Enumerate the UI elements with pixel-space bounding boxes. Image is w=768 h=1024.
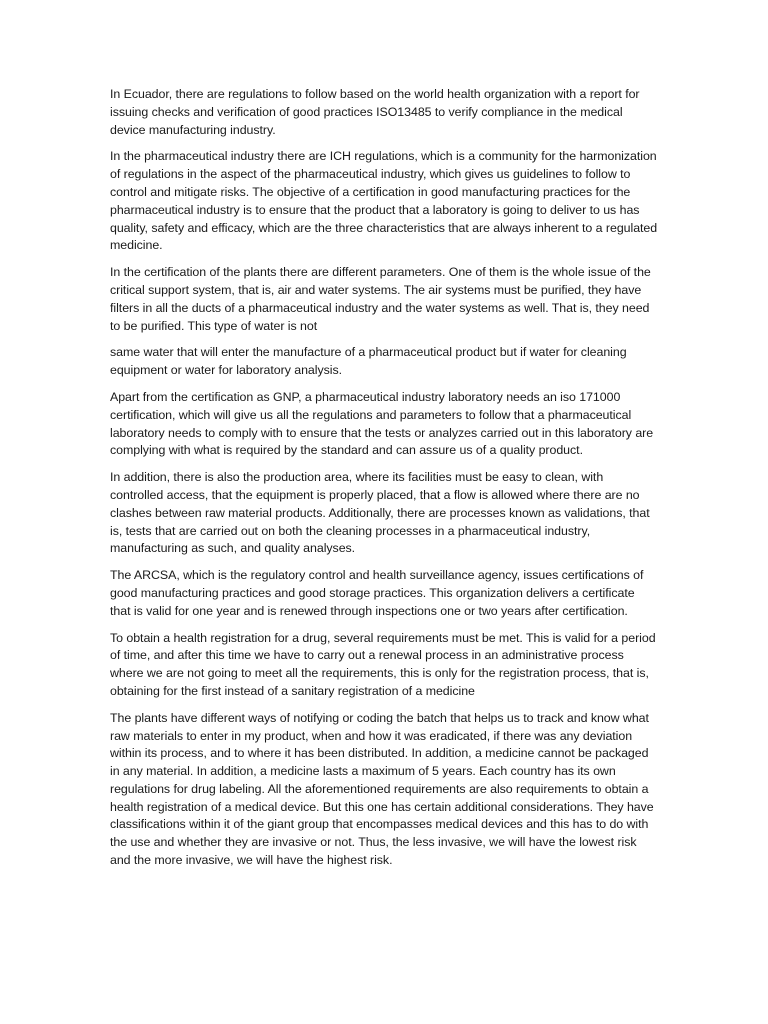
- paragraph-5: Apart from the certification as GNP, a pharmaceutical industry laboratory needs an iso 171000 certification, which will give us all the regulations and parameters to follow that a pharmaceutical laboratory needs to comply with to ensure that the tests or analyzes carried out in this laboratory are complying with what is required by the standard and can assure us of a quality product.: [110, 389, 654, 458]
- paragraph-2: In the pharmaceutical industry there are ICH regulations, which is a community for the harmonization of regulations in the aspect of the pharmaceutical industry, which gives us guidelines to follow to control and mitigate risks. The objective of a certification in good manufacturing practices for the pharmaceutical industry is to ensure that the product that a laboratory is going to deliver to us has quality, safety and efficacy, which are the three characteristics that are always inherent to a regulated medicine.: [110, 149, 658, 253]
- paragraph-4: same water that will enter the manufacture of a pharmaceutical product but if water for cleaning equipment or water for laboratory analysis.: [110, 345, 627, 378]
- document-page: [110, 86, 658, 879]
- paragraph-7: The ARCSA, which is the regulatory control and health surveillance agency, issues certifications of good manufacturing practices and good storage practices. This organization delivers a certificate that is valid for one year and is renewed through inspections one or two years after certification.: [110, 568, 644, 618]
- paragraph-8: To obtain a health registration for a drug, several requirements must be met. This is valid for a period of time, and after this time we have to carry out a renewal process in an administrative process where we are not going to meet all the requirements, this is only for the registration process, that is, obtaining for the first instead of a sanitary registration of a medicine: [110, 630, 656, 698]
- paragraph-1: In Ecuador, there are regulations to follow based on the world health organization with a report for issuing checks and verification of good practices ISO13485 to verify compliance in the medical device manufacturing industry.: [110, 87, 640, 137]
- paragraph-6: In addition, there is also the production area, where its facilities must be easy to clean, with controlled access, that the equipment is properly placed, that a flow is allowed where there are no clashes between raw material products. Additionally, there are processes known as validations, that is, tests that are carried out on both the cleaning processes in a pharmaceutical industry, manufacturing as such, and quality analyses.: [110, 470, 650, 556]
- paragraph-9: The plants have different ways of notifying or coding the batch that helps us to track and know what raw materials to enter in my product, when and how it was eradicated, if there was any deviation within its process, and to where it has been distributed. In addition, a medicine cannot be packaged in any material. In addition, a medicine lasts a maximum of 5 years. Each country has its own regulations for drug labeling. All the aforementioned requirements are also requirements to obtain a health registration of a medical device. But this one has certain additional considerations. They have classifications within it of the giant group that encompasses medical devices and this has to do with the use and whether they are invasive or not. Thus, the less invasive, we will have the lowest risk and the more invasive, we will have the highest risk.: [110, 710, 654, 868]
- paragraph-3: In the certification of the plants there are different parameters. One of them is the whole issue of the critical support system, that is, air and water systems. The air systems must be purified, they have filters in all the ducts of a pharmaceutical industry and the water systems as well. That is, they need to be purified. This type of water is not: [110, 265, 651, 333]
